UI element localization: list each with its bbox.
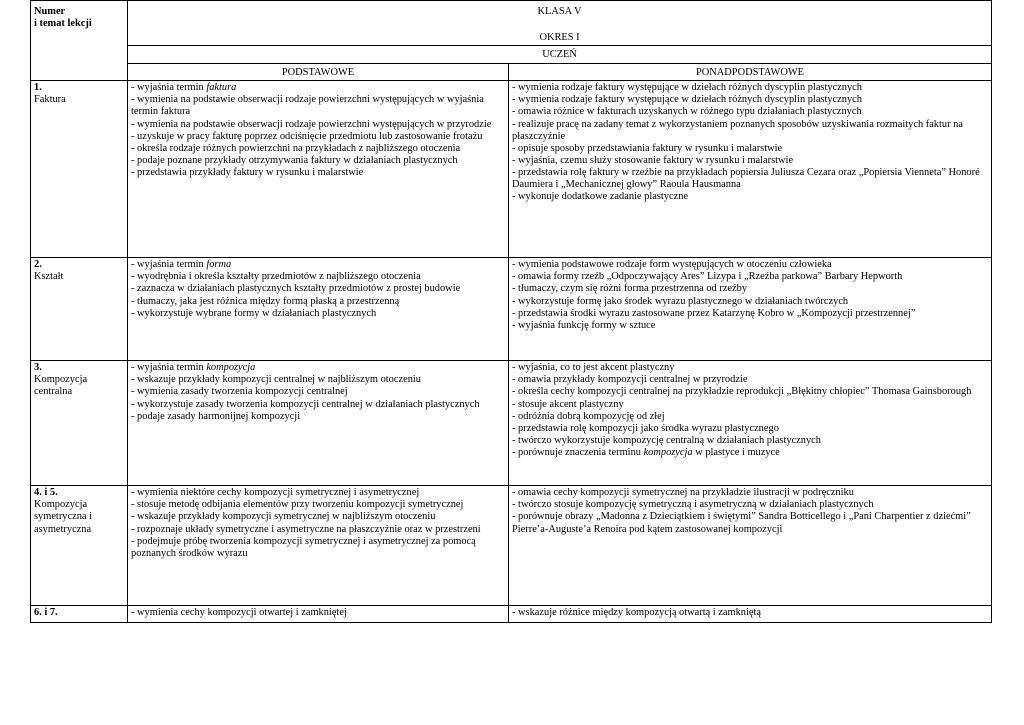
- requirement-item: [512, 94, 988, 106]
- table-row: [31, 486, 992, 606]
- requirement-item: [131, 487, 505, 499]
- topic-title-line: Kompozycja: [34, 374, 88, 386]
- advanced-requirements-cell: [509, 606, 992, 623]
- basic-requirements-cell: [128, 258, 509, 361]
- requirement-text: - wskazuje przykłady kompozycji symetrycznej w najbliższym otoczeniu: [131, 511, 436, 523]
- requirement-item: [512, 374, 988, 386]
- requirement-keyword: kompozycja: [206, 362, 256, 374]
- requirement-item: [131, 399, 505, 411]
- requirement-text: - stosuje metodę odbijania elementów przy tworzeniu kompozycji symetrycznej: [131, 499, 464, 511]
- requirement-item: [131, 82, 505, 94]
- requirement-item: [131, 131, 505, 143]
- requirement-item: [512, 308, 988, 320]
- header-row-klasa: [31, 1, 992, 46]
- basic-requirements-cell: [128, 81, 509, 258]
- requirement-item: [512, 119, 988, 143]
- requirement-item: [131, 524, 505, 536]
- table-row: [31, 81, 992, 258]
- header-klasa: KLASA V: [537, 6, 582, 17]
- requirement-item: [512, 320, 988, 332]
- basic-requirements-cell: [128, 486, 509, 606]
- topic-title-line: Kompozycja: [34, 499, 88, 511]
- requirement-text: - wykorzystuje zasady tworzenia kompozycji centralnej w działaniach plastycznych: [131, 398, 480, 410]
- topic-cell: [31, 258, 128, 361]
- requirement-text: - określa cechy kompozycji centralnej na przykładzie reprodukcji „Błękitny chłopiec” Thomasa Gainsborough: [512, 386, 972, 398]
- advanced-requirements-cell: [509, 81, 992, 258]
- advanced-requirements-cell: [509, 486, 992, 606]
- requirement-item: [512, 511, 988, 535]
- requirement-text: - wyjaśnia termin: [131, 362, 207, 374]
- requirement-text: - przedstawia rolę faktury w rzeźbie na przykładach popiersia Juliusza Cezara oraz „Popiersia Vienneta” Honoré Daumiera i „Mechanicznej głowy” Raoula Hausmanna: [512, 166, 980, 191]
- header-ponadpodstawowe: PONADPODSTAWOWE: [509, 64, 992, 81]
- curriculum-table: [30, 0, 992, 623]
- requirement-item: [512, 411, 988, 423]
- requirement-item: [512, 362, 988, 374]
- requirement-text: - wymienia na podstawie obserwacji rodzaje powierzchni występujących w przyrodzie: [131, 118, 492, 130]
- requirement-text: - przedstawia środki wyrazu zastosowane przez Katarzynę Kobro w „Kompozycji przestrzennej”: [512, 307, 916, 319]
- topic-title-line: symetryczna i: [34, 511, 92, 523]
- requirement-item: [512, 296, 988, 308]
- requirement-text: - podaje poznane przykłady otrzymywania faktury w działaniach plastycznych: [131, 154, 458, 166]
- requirement-item: [512, 499, 988, 511]
- table-row: [31, 258, 992, 361]
- requirement-text: - twórczo wykorzystuje kompozycję centralną w działaniach plastycznych: [512, 434, 821, 446]
- requirement-text: - wyjaśnia funkcję formy w sztuce: [512, 319, 656, 331]
- requirement-item: [131, 119, 505, 131]
- header-okres: OKRES I: [539, 32, 580, 44]
- requirement-item: [131, 511, 505, 523]
- requirement-item: [512, 167, 988, 191]
- requirement-item: [131, 283, 505, 295]
- requirement-item: [131, 271, 505, 283]
- advanced-requirements-cell: [509, 361, 992, 486]
- requirement-item: [131, 607, 505, 619]
- requirement-item: [512, 271, 988, 283]
- requirement-item: [131, 143, 505, 155]
- requirement-item: [512, 423, 988, 435]
- requirement-text-after: w plastyce i muzyce: [692, 446, 780, 458]
- header-col1-line1: Numer: [34, 6, 66, 17]
- requirement-text: - przedstawia rolę kompozycji jako środka wyrazu plastycznego: [512, 422, 779, 434]
- requirement-text: - porównuje obrazy „Madonna z Dzieciątkiem i świętymi” Sandra Botticellego i „Pani Charpentier z dziećmi” Pierre’a-Auguste’a Renoira pod kątem zastosowanej kompozycji: [512, 511, 971, 535]
- requirement-text: - wyodrębnia i określa kształty przedmiotów z najbliższego otoczenia: [131, 271, 421, 283]
- requirement-item: [131, 155, 505, 167]
- requirement-text: - wymienia zasady tworzenia kompozycji centralnej: [131, 386, 348, 398]
- requirement-keyword: forma: [206, 259, 232, 271]
- requirement-item: [512, 106, 988, 118]
- requirement-text: - odróżnia dobrą kompozycję od złej: [512, 410, 665, 422]
- topic-number: 1.: [34, 82, 42, 94]
- requirement-item: [512, 82, 988, 94]
- header-number-topic: [31, 1, 128, 81]
- requirement-text: - tłumaczy, jaka jest różnica między formą płaską a przestrzenną: [131, 295, 400, 307]
- requirement-text: - rozpoznaje układy symetryczne i asymetryczne na płaszczyźnie oraz w przestrzeni: [131, 523, 481, 535]
- requirement-text: - omawia cechy kompozycji symetrycznej na przykładzie ilustracji w podręczniku: [512, 487, 854, 499]
- requirement-item: [131, 411, 505, 423]
- topic-number: 2.: [34, 259, 42, 271]
- requirement-text: - realizuje pracę na zadany temat z wykorzystaniem poznanych sposobów uzyskiwania rozmaitych faktur na płaszczyźnie: [512, 118, 963, 142]
- advanced-requirements-cell: [509, 258, 992, 361]
- requirement-text: - wymienia cechy kompozycji otwartej i zamkniętej: [131, 607, 347, 619]
- requirement-item: [131, 374, 505, 386]
- requirement-item: [512, 435, 988, 447]
- requirement-item: [512, 259, 988, 271]
- table-row: [31, 361, 992, 486]
- requirement-keyword: kompozycja: [643, 446, 693, 458]
- requirement-text: - wymienia niektóre cechy kompozycji symetrycznej i asymetrycznej: [131, 487, 420, 499]
- header-row-uczen: [31, 46, 992, 64]
- requirement-item: [512, 191, 988, 203]
- requirement-text: - podaje zasady harmonijnej kompozycji: [131, 410, 301, 422]
- requirement-text: - zaznacza w działaniach plastycznych kształty przedmiotów z prostej budowie: [131, 283, 461, 295]
- requirement-text: - wyjaśnia, co to jest akcent plastyczny: [512, 362, 675, 374]
- requirement-text: - stosuje akcent plastyczny: [512, 398, 624, 410]
- requirement-item: [512, 399, 988, 411]
- header-uczen: UCZEŃ: [128, 46, 992, 64]
- header-row-levels: [31, 64, 992, 81]
- requirement-text: - tłumaczy, czym się różni forma przestrzenna od rzeźby: [512, 283, 748, 295]
- requirement-text: - przedstawia przykłady faktury w rysunku i malarstwie: [131, 166, 364, 178]
- requirement-text: - wymienia na podstawie obserwacji rodzaje powierzchni występujących w wyjaśnia termin faktura: [131, 94, 484, 118]
- requirement-text: - porównuje znaczenia terminu: [512, 446, 644, 458]
- topic-number: 4. i 5.: [34, 487, 58, 499]
- requirement-text: - wymienia podstawowe rodzaje form występujących w otoczeniu człowieka: [512, 259, 832, 271]
- requirement-text: - opisuje sposoby przedstawiania faktury w rysunku i malarstwie: [512, 142, 783, 154]
- requirement-text: - wskazuje przykłady kompozycji centralnej w najbliższym otoczeniu: [131, 374, 421, 386]
- requirement-text: - omawia formy rzeźb „Odpoczywający Ares” Lizypa i „Rzeźba parkowa” Barbary Hepworth: [512, 271, 903, 283]
- requirement-text: - omawia przykłady kompozycji centralnej w przyrodzie: [512, 374, 748, 386]
- requirement-item: [131, 94, 505, 118]
- requirement-item: [512, 386, 988, 398]
- requirement-text: - wykorzystuje wybrane formy w działaniach plastycznych: [131, 307, 377, 319]
- topic-title-line: Kształt: [34, 271, 64, 283]
- topic-number: 6. i 7.: [34, 607, 58, 619]
- requirement-item: [131, 167, 505, 179]
- requirement-text: - wskazuje różnice między kompozycją otwartą i zamkniętą: [512, 607, 761, 619]
- requirement-text: - wymienia rodzaje faktury występujące w dziełach różnych dyscyplin plastycznych: [512, 82, 862, 94]
- topic-title-line: Faktura: [34, 94, 66, 106]
- topic-cell: [31, 486, 128, 606]
- header-col1-line2: i temat lekcji: [34, 18, 92, 30]
- requirement-text: - wyjaśnia, czemu służy stosowanie faktury w rysunku i malarstwie: [512, 154, 794, 166]
- topic-cell: [31, 81, 128, 258]
- topic-number: 3.: [34, 362, 42, 374]
- requirement-text: - podejmuje próbę tworzenia kompozycji symetrycznej i asymetrycznej za pomocą poznanych środków wyrazu: [131, 535, 476, 559]
- requirement-text: - wykorzystuje formę jako środek wyrazu plastycznego w działaniach twórczych: [512, 295, 849, 307]
- requirement-text: - wymienia rodzaje faktury występujące w dziełach różnych dyscyplin plastycznych: [512, 94, 862, 106]
- topic-cell: [31, 361, 128, 486]
- requirement-item: [512, 447, 988, 459]
- requirement-item: [131, 259, 505, 271]
- requirement-item: [131, 386, 505, 398]
- topic-cell: [31, 606, 128, 623]
- requirement-item: [131, 308, 505, 320]
- header-klasa-okres: [128, 1, 992, 46]
- requirement-text: - omawia różnice w fakturach uzyskanych w różnego typu działaniach plastycznych: [512, 106, 862, 118]
- requirement-item: [512, 143, 988, 155]
- basic-requirements-cell: [128, 361, 509, 486]
- requirement-text: - wyjaśnia termin: [131, 259, 207, 271]
- requirement-text: - twórczo stosuje kompozycję symetryczną i asymetryczną w działaniach plastycznych: [512, 499, 874, 511]
- table-row: [31, 606, 992, 623]
- basic-requirements-cell: [128, 606, 509, 623]
- header-podstawowe: PODSTAWOWE: [128, 64, 509, 81]
- requirement-text: - wyjaśnia termin: [131, 82, 207, 94]
- requirement-item: [512, 155, 988, 167]
- requirement-item: [131, 362, 505, 374]
- topic-title-line: centralna: [34, 386, 73, 398]
- requirement-item: [131, 296, 505, 308]
- topic-title-line: asymetryczna: [34, 523, 92, 535]
- requirement-item: [512, 487, 988, 499]
- requirement-item: [131, 536, 505, 560]
- requirement-text: - określa rodzaje różnych powierzchni na przykładach z najbliższego otoczenia: [131, 142, 461, 154]
- requirement-item: [131, 499, 505, 511]
- requirement-text: - wykonuje dodatkowe zadanie plastyczne: [512, 191, 688, 203]
- requirement-item: [512, 283, 988, 295]
- requirement-item: [512, 607, 988, 619]
- requirement-keyword: faktura: [206, 82, 237, 94]
- requirement-text: - uzyskuje w pracy fakturę poprzez odciśnięcie przedmiotu lub zastosowanie frotażu: [131, 130, 483, 142]
